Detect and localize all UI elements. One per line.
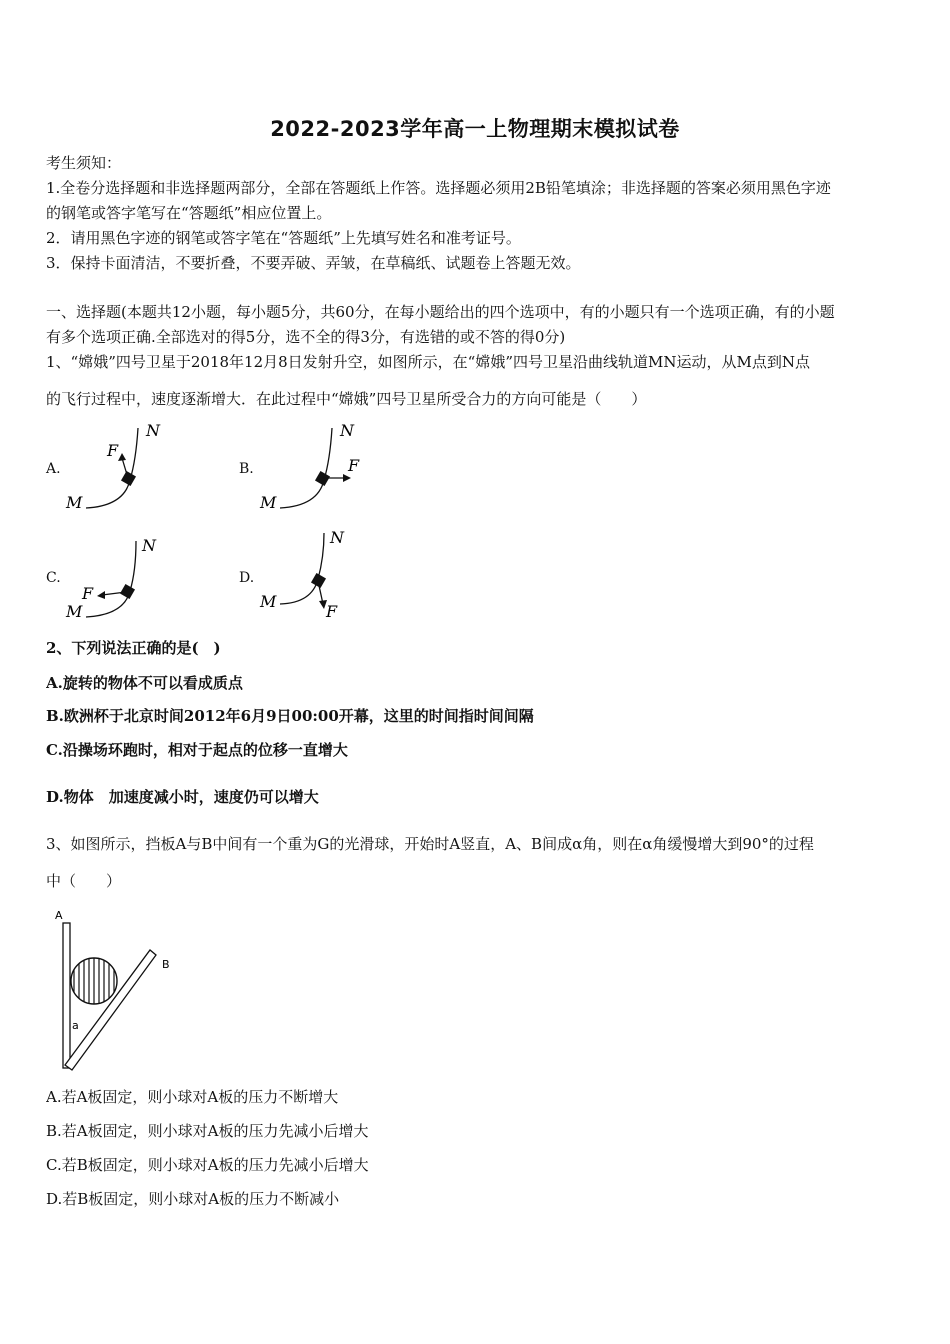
question-3-stem: 中（ ） (46, 872, 122, 890)
question-2-option: A.旋转的物体不可以看成质点 (46, 674, 243, 692)
notice-line: 1.全卷分选择题和非选择题两部分，全部在答题纸上作答。选择题必须用2B铅笔填涂；非选择题的答案必须用黑色字迹 (46, 179, 831, 197)
option-c-label: C. (46, 570, 61, 586)
point-m-label: M (66, 493, 83, 512)
force-f-label: F (82, 584, 94, 603)
board-a-label: A (55, 909, 63, 922)
option-d-label: D. (239, 570, 255, 586)
trajectory-figure-a (60, 420, 180, 515)
trajectory-figure-c (60, 535, 180, 625)
question-3-option: A.若A板固定，则小球对A板的压力不断增大 (46, 1088, 339, 1106)
option-a-label: A. (46, 461, 61, 477)
question-2-option: D.物体 加速度减小时，速度仍可以增大 (46, 788, 319, 806)
section-heading: 一、选择题(本题共12小题，每小题5分，共60分，在每小题给出的四个选项中，有的小题只有一个选项正确，有的小题 (46, 303, 835, 321)
question-3-option: C.若B板固定，则小球对A板的压力先减小后增大 (46, 1156, 369, 1174)
point-m-label: M (260, 493, 277, 512)
question-2-option: B.欧洲杯于北京时间2012年6月9日00:00开幕，这里的时间指时间间隔 (46, 707, 534, 725)
force-f-label: F (326, 602, 338, 621)
section-heading: 有多个选项正确.全部选对的得5分，选不全的得3分，有选错的或不答的得0分) (46, 328, 566, 346)
question-2-option: C.沿操场环跑时，相对于起点的位移一直增大 (46, 741, 348, 759)
question-3-option: D.若B板固定，则小球对A板的压力不断减小 (46, 1190, 340, 1208)
point-n-label: N (340, 421, 354, 440)
notice-line: 3．保持卡面清洁，不要折叠，不要弄破、弄皱，在草稿纸、试题卷上答题无效。 (46, 254, 581, 272)
question-1-stem: 1、“嫦娥”四号卫星于2018年12月8日发射升空，如图所示，在“嫦娥”四号卫星沿曲线轨道MN运动，从M点到N点 (46, 353, 810, 371)
question-2-stem: 2、下列说法正确的是( ) (46, 639, 221, 657)
trajectory-figure-d (254, 527, 374, 622)
force-f-label: F (107, 441, 119, 460)
force-f-label: F (348, 456, 360, 475)
question-1-stem: 的飞行过程中，速度逐渐增大．在此过程中“嫦娥”四号卫星所受合力的方向可能是（ ） (46, 390, 647, 408)
notice-line: 2．请用黑色字迹的钢笔或答字笔在“答题纸”上先填写姓名和准考证号。 (46, 229, 521, 247)
board-b-label: B (162, 958, 170, 971)
notice-line: 的钢笔或答字笔写在“答题纸”相应位置上。 (46, 204, 332, 222)
option-b-label: B. (239, 461, 254, 477)
angle-alpha-label: a (72, 1019, 79, 1032)
point-n-label: N (142, 536, 156, 555)
question-3-option: B.若A板固定，则小球对A板的压力先减小后增大 (46, 1122, 369, 1140)
page-title: 2022-2023学年高一上物理期末模拟试卷 (270, 117, 680, 141)
point-m-label: M (260, 592, 277, 611)
trajectory-figure-b (254, 420, 374, 515)
point-n-label: N (146, 421, 160, 440)
notice-heading: 考生须知： (46, 154, 122, 172)
point-m-label: M (66, 602, 83, 621)
question-3-stem: 3、如图所示，挡板A与B中间有一个重为G的光滑球，开始时A竖直，A、B间成α角，则在α角缓慢增大到90°的过程 (46, 835, 814, 853)
point-n-label: N (330, 528, 344, 547)
baffle-ball-figure (48, 905, 183, 1073)
